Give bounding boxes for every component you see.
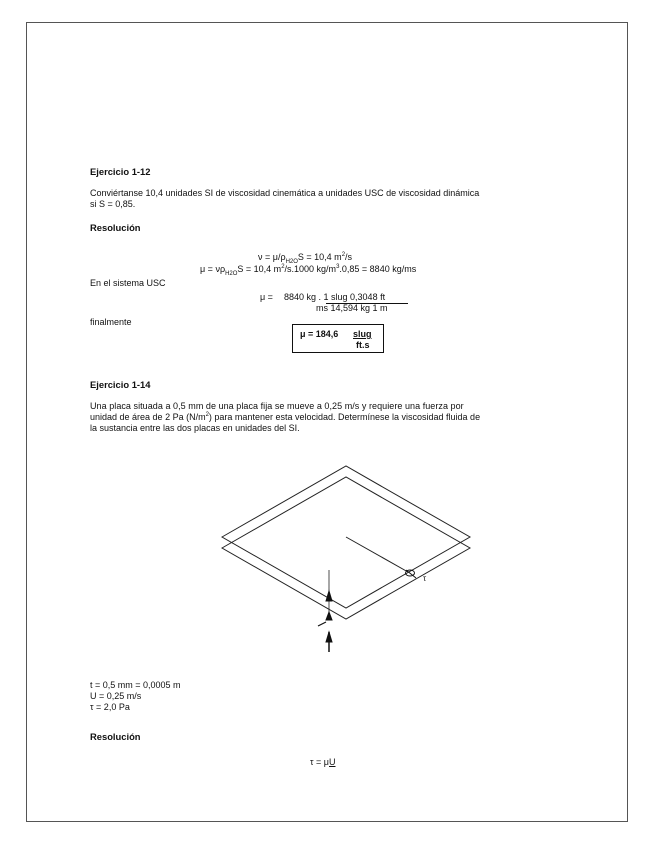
exercise-12-resolution-heading: Resolución: [90, 222, 141, 233]
exercise-12-statement-line1: Conviértanse 10,4 unidades SI de viscosidad cinemática a unidades USC de viscosidad dinámica: [90, 188, 480, 198]
equation-mu: $\mu = \nu\rho_{H2O}S = 10,4$ $m^2/s.1000$ $kg/m^3.0,85 = 8840$ kg/ms: [200, 264, 417, 277]
conversion-mu-symbol: μ =: [260, 292, 273, 302]
velocity-line: [346, 537, 408, 572]
exercise-14-title: Ejercicio 1-14: [90, 379, 151, 390]
final-label: finalmente: [90, 317, 132, 327]
given-velocity: U = 0,25 m/s: [90, 691, 142, 701]
exercise-12-statement-line2: si S = 0,85.: [90, 199, 136, 209]
equation-tau: τ = μU: [310, 757, 336, 767]
thickness-marker: [318, 622, 326, 626]
final-unit-denominator: ft.s: [356, 340, 370, 350]
diagram-tau-label: τ: [423, 574, 427, 583]
final-unit-numerator: slug: [353, 329, 372, 339]
fixed-plate: [222, 477, 470, 619]
final-result-value: μ = 184,6: [300, 329, 339, 339]
arrow-top: [326, 591, 332, 601]
exercise-14-statement-line3: la sustancia entre las dos placas en unidades del SI.: [90, 423, 300, 433]
conversion-numerator: 8840 kg . 1 slug 0,3048 ft: [284, 292, 386, 302]
conversion-denominator: ms 14,594 kg 1 m: [316, 303, 388, 313]
exercise-14-statement-line2: unidad de área de 2 Pa $(N/m^2)$ para mantener esta velocidad. Determínese la viscosidad fluida de: [90, 412, 481, 422]
given-shear-stress: τ = 2,0 Pa: [90, 702, 130, 712]
exercise-14-statement-line1: Una placa situada a 0,5 mm de una placa fija se mueve a 0,25 m/s y requiere una fuerza por: [90, 401, 464, 411]
arrow-top-2: [326, 612, 332, 620]
given-thickness: t = 0,5 mm = 0,0005 m: [90, 680, 181, 690]
exercise-14-resolution-heading: Resolución: [90, 731, 141, 742]
equation-nu: $\nu = \mu/\rho_{H2O}S = 10,4$ $m^2/s$: [258, 252, 353, 265]
usc-system-label: En el sistema USC: [90, 278, 166, 288]
exercise-12-title: Ejercicio 1-12: [90, 166, 151, 177]
